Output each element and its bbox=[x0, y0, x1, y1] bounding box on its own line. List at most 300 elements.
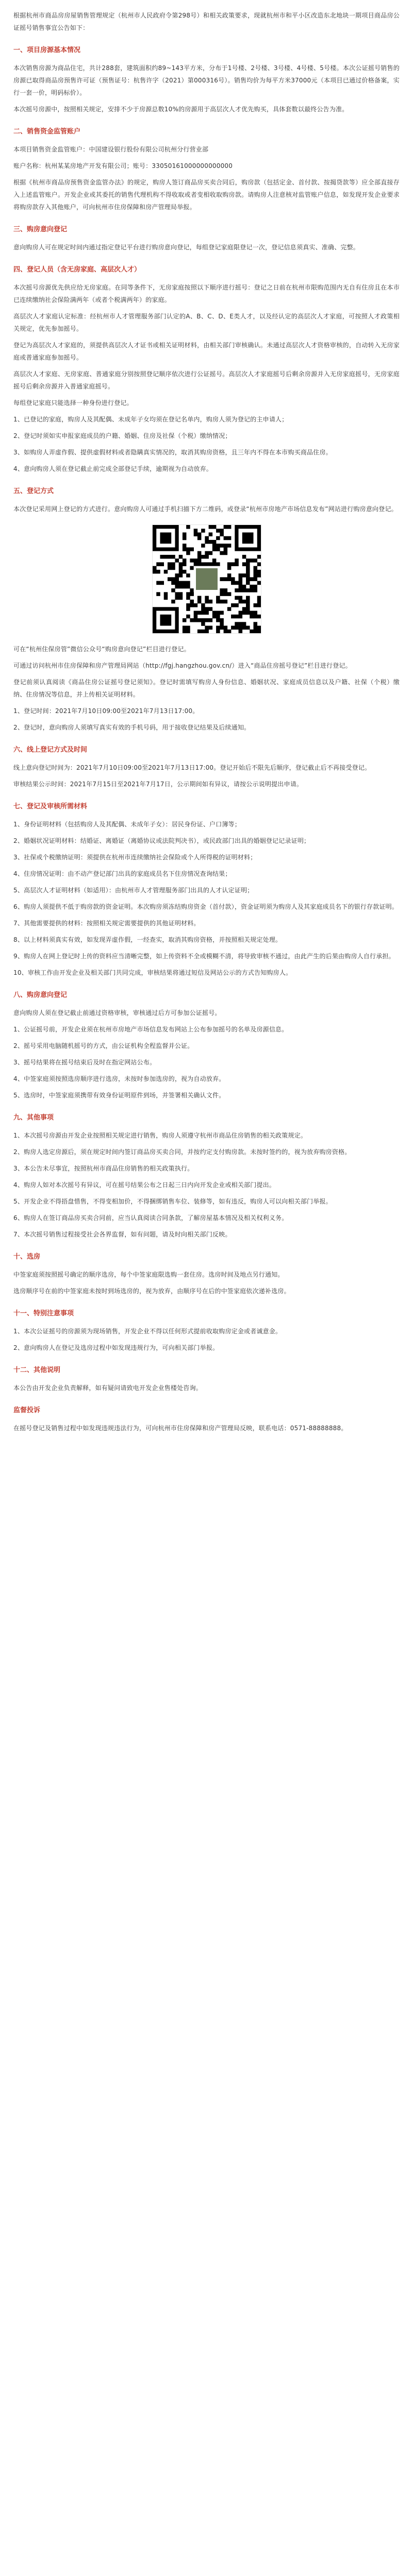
section-paragraph: 本次摇号房源优先供应给无房家庭。在同等条件下，无房家庭按照以下顺序进行摇号：登记之日前在杭州市限购范围内无自有住房且在本市已连续缴纳社会保险满两年（或者个税满两年）的家庭。 bbox=[13, 284, 400, 303]
section-paragraph: 2、登记时须如实申报家庭成员的户籍、婚姻、住房及社保（个税）缴纳情况； bbox=[13, 432, 232, 439]
qr-module bbox=[220, 588, 224, 592]
section-paragraph: 1、身份证明材料（包括购房人及其配偶、未成年子女）：居民身份证、户口簿等； bbox=[13, 821, 241, 828]
qr-module bbox=[182, 547, 186, 551]
qr-module bbox=[216, 529, 220, 533]
qr-module bbox=[193, 529, 197, 533]
section-paragraph: 1、本次公证摇号的房源须为现场销售，开发企业不得以任何形式提前收取购房定金或者诚意金。 bbox=[13, 1328, 282, 1335]
qr-module bbox=[201, 618, 205, 622]
qr-module bbox=[253, 577, 257, 581]
qr-module bbox=[178, 570, 183, 574]
qr-module bbox=[246, 607, 250, 611]
qr-module bbox=[253, 603, 257, 607]
qr-module bbox=[182, 562, 186, 566]
section-paragraph: 3、如购房人弄虚作假、提供虚假材料或者隐瞒真实情况的，取消其购房资格，且三年内不得在本市购买商品住房。 bbox=[13, 449, 332, 456]
qr-module bbox=[186, 573, 190, 578]
qr-module bbox=[178, 592, 183, 596]
section-paragraph: 5、选房时，中签家庭须携带有效身份证明原件到场，并签署相关确认文件。 bbox=[13, 1092, 225, 1099]
qr-module bbox=[167, 566, 171, 570]
section-paragraph: 3、本公告未尽事宜，按照杭州市商品住房销售的相关政策执行。 bbox=[13, 1165, 194, 1172]
qr-module bbox=[182, 630, 186, 634]
section-paragraph: 3、摇号结果将在摇号结束后及时在指定网站公布。 bbox=[13, 1059, 156, 1066]
qr-module bbox=[212, 615, 216, 619]
section-paragraph: 1、公证摇号前，开发企业须在杭州市房地产市场信息发布网站上公布参加摇号的名单及房源信息。 bbox=[13, 1026, 288, 1033]
qr-module bbox=[193, 618, 197, 622]
section-heading: 一、项目房源基本情况 bbox=[13, 46, 81, 54]
section-heading: 六、线上登记方式及时间 bbox=[13, 746, 88, 754]
qr-module bbox=[246, 566, 250, 570]
qr-module bbox=[216, 547, 220, 551]
qr-module bbox=[178, 581, 183, 585]
section-heading: 五、登记方式 bbox=[13, 487, 54, 495]
qr-module bbox=[235, 615, 239, 619]
qr-module bbox=[242, 588, 246, 592]
qr-module bbox=[182, 618, 186, 622]
qr-module bbox=[235, 581, 239, 585]
qr-module bbox=[235, 596, 239, 600]
qr-module bbox=[235, 558, 239, 563]
qr-module bbox=[216, 596, 220, 600]
qr-module bbox=[238, 596, 242, 600]
section-paragraph: 根据《杭州市商品房预售资金监管办法》的规定，购房人签订商品房买卖合同后，购房款（包括定金、首付款、按揭贷款等）应全部直接存入上述监管账户。开发企业或其委托的销售代理机构不得收取或者变相收取购房款。请购房人注意核对监管账户信息，如发现开发企业要求将购房款存入其他账户，可向杭州市住房保障和房产管理局举报。 bbox=[13, 179, 400, 211]
qr-module bbox=[246, 558, 250, 563]
qr-module bbox=[223, 577, 227, 581]
section-paragraph: 5、开发企业不得捂盘惜售，不得变相加价，不得捆绑销售车位、装修等，如有违反，购房人可以向相关部门举报。 bbox=[13, 1198, 332, 1205]
qr-module bbox=[208, 532, 212, 536]
qr-module bbox=[201, 529, 205, 533]
qr-module bbox=[242, 611, 246, 615]
qr-module bbox=[193, 558, 197, 563]
qr-module bbox=[205, 562, 209, 566]
qr-module bbox=[253, 566, 257, 570]
qr-module bbox=[223, 547, 227, 551]
section-paragraph: 意向购房人须在登记截止前通过资格审核，审核通过后方可参加公证摇号。 bbox=[13, 1009, 221, 1016]
qr-module bbox=[246, 588, 250, 592]
qr-module bbox=[223, 630, 227, 634]
qr-module bbox=[220, 611, 224, 615]
qr-module bbox=[257, 570, 261, 574]
section-heading: 三、购房意向登记 bbox=[13, 226, 68, 233]
qr-module bbox=[220, 622, 224, 626]
section-paragraph: 中签家庭须按照摇号确定的顺序选房，每个中签家庭限选购一套住房。选房时间及地点另行通知。 bbox=[13, 1271, 284, 1278]
qr-module bbox=[253, 588, 257, 592]
section-paragraph: 高层次人才家庭、无房家庭、普通家庭分别按照登记顺序依次进行公证摇号。高层次人才家庭摇号后剩余房源并入无房家庭摇号，无房家庭摇号后剩余房源并入普通家庭摇号。 bbox=[13, 370, 400, 390]
qr-module bbox=[208, 618, 212, 622]
qr-module bbox=[205, 536, 209, 540]
qr-module bbox=[190, 592, 194, 596]
section-paragraph: 在摇号登记及销售过程中如发现违规违法行为，可向杭州市住房保障和房产管理局反映，联系电话：0571-88888888。 bbox=[13, 1425, 348, 1432]
section-paragraph: 9、购房人在网上登记时上传的资料应当清晰完整，如上传资料不全或模糊不清，将导致审核不通过，由此产生的后果由购房人自行承担。 bbox=[13, 953, 395, 960]
qr-module bbox=[223, 536, 227, 540]
section-paragraph: 4、住房情况证明：由不动产登记部门出具的家庭成员名下住房情况查询结果； bbox=[13, 870, 232, 877]
section-paragraph: 8、以上材料须真实有效，如发现弄虚作假，一经查实，取消其购房资格，并按照相关规定处理。 bbox=[13, 936, 282, 943]
section-paragraph: 4、中签家庭须按照选房顺序进行选房，未按时参加选房的，视为自动放弃。 bbox=[13, 1075, 225, 1082]
qr-module bbox=[227, 573, 231, 578]
qr-module bbox=[153, 570, 157, 574]
qr-module bbox=[171, 588, 175, 592]
qr-module bbox=[201, 555, 205, 559]
section-heading: 二、销售资金监管账户 bbox=[13, 128, 81, 135]
section-paragraph: 3、社保或个税缴纳证明：须提供在杭州市连续缴纳社会保险或个人所得税的证明材料； bbox=[13, 854, 257, 861]
qr-module bbox=[231, 603, 235, 607]
qr-module bbox=[242, 607, 246, 611]
qr-module bbox=[171, 566, 175, 570]
qr-module bbox=[257, 626, 261, 630]
qr-module bbox=[178, 573, 183, 578]
qr-module bbox=[167, 555, 171, 559]
section-heading: 七、登记及审核所需材料 bbox=[13, 803, 88, 810]
qr-module bbox=[227, 630, 231, 634]
qr-module bbox=[220, 618, 224, 622]
qr-module bbox=[220, 577, 224, 581]
qr-module bbox=[216, 630, 220, 634]
qr-module bbox=[238, 573, 242, 578]
qr-module bbox=[156, 592, 160, 596]
qr-module bbox=[182, 558, 186, 563]
qr-module bbox=[171, 577, 175, 581]
qr-module bbox=[186, 603, 190, 607]
qr-module bbox=[246, 600, 250, 604]
qr-module bbox=[227, 566, 231, 570]
qr-module bbox=[253, 585, 257, 589]
qr-module bbox=[197, 600, 201, 604]
qr-module bbox=[201, 611, 205, 615]
qr-module bbox=[253, 573, 257, 578]
section-paragraph: 1、本次摇号房源由开发企业按照相关规定进行销售，购房人须遵守杭州市商品住房销售的相关政策规定。 bbox=[13, 1132, 307, 1139]
qr-module bbox=[156, 570, 160, 574]
qr-module bbox=[250, 630, 254, 634]
qr-module bbox=[216, 611, 220, 615]
qr-module bbox=[163, 570, 168, 574]
qr-module bbox=[257, 581, 261, 585]
qr-module bbox=[223, 551, 227, 555]
qr-module bbox=[242, 555, 246, 559]
section-paragraph: 本项目销售资金监管账户：中国建设银行股份有限公司杭州分行营业部 bbox=[13, 146, 209, 153]
qr-module bbox=[175, 592, 179, 596]
qr-module bbox=[216, 626, 220, 630]
qr-module bbox=[253, 558, 257, 563]
qr-module bbox=[235, 626, 239, 630]
qr-module bbox=[182, 544, 186, 548]
section-heading: 八、购房意向登记 bbox=[13, 991, 68, 999]
section-paragraph: 6、购房人在签订商品房买卖合同前，应当认真阅读合同条款，了解房屋基本情况及相关权利义务。 bbox=[13, 1214, 288, 1222]
qr-module bbox=[175, 585, 179, 589]
qr-module bbox=[156, 581, 160, 585]
qr-module bbox=[190, 600, 194, 604]
qr-module bbox=[253, 570, 257, 574]
qr-module bbox=[242, 600, 246, 604]
qr-module bbox=[205, 626, 209, 630]
section-paragraph: 账户名称：杭州某某房地产开发有限公司；账号：33050161000000000000 bbox=[13, 162, 233, 170]
qr-module bbox=[175, 573, 179, 578]
qr-module bbox=[238, 630, 242, 634]
qr-module bbox=[253, 630, 257, 634]
qr-module bbox=[208, 626, 212, 630]
qr-module bbox=[212, 525, 216, 529]
after-qr-paragraph: 可在“杭州住保房管”微信公众号“购房意向登记”栏目进行登记。 bbox=[13, 646, 190, 653]
qr-module bbox=[220, 544, 224, 548]
qr-module bbox=[257, 630, 261, 634]
qr-module bbox=[197, 551, 201, 555]
qr-module bbox=[175, 596, 179, 600]
qr-module bbox=[227, 525, 231, 529]
section-paragraph: 登记为高层次人才家庭的，须提供高层次人才证书或相关证明材料，由相关部门审核确认。未通过高层次人才资格审核的，自动转入无房家庭或普通家庭参加摇号。 bbox=[13, 342, 400, 361]
qr-module bbox=[246, 581, 250, 585]
qr-module bbox=[208, 562, 212, 566]
qr-module bbox=[182, 536, 186, 540]
qr-module bbox=[212, 544, 216, 548]
qr-module bbox=[257, 615, 261, 619]
qr-module bbox=[238, 588, 242, 592]
qr-module bbox=[212, 547, 216, 551]
qr-module bbox=[212, 611, 216, 615]
qr-module bbox=[175, 558, 179, 563]
qr-module bbox=[197, 630, 201, 634]
qr-module bbox=[250, 588, 254, 592]
qr-module bbox=[238, 585, 242, 589]
section-paragraph: 2、摇号采用电脑随机摇号的方式，由公证机构全程监督并公证。 bbox=[13, 1042, 194, 1049]
qr-logo bbox=[196, 568, 218, 590]
qr-module bbox=[220, 626, 224, 630]
qr-module bbox=[193, 615, 197, 619]
qr-module bbox=[220, 600, 224, 604]
qr-module bbox=[238, 600, 242, 604]
qr-module bbox=[250, 577, 254, 581]
qr-module bbox=[238, 611, 242, 615]
qr-module bbox=[220, 529, 224, 533]
qr-module bbox=[197, 596, 201, 600]
qr-module bbox=[227, 562, 231, 566]
qr-module bbox=[205, 600, 209, 604]
qr-module bbox=[193, 532, 197, 536]
qr-module bbox=[246, 577, 250, 581]
section-paragraph: 每组登记家庭只能选择一种身份进行登记。 bbox=[13, 399, 133, 406]
section-heading: 十、选房 bbox=[13, 1253, 41, 1261]
section-paragraph: 4、购房人如对本次摇号有异议，可在摇号结果公布之日起三日内向开发企业或相关部门提出。 bbox=[13, 1181, 276, 1189]
qr-module bbox=[178, 596, 183, 600]
qr-module bbox=[197, 562, 201, 566]
section-heading: 监督投诉 bbox=[13, 1406, 41, 1414]
qr-module bbox=[242, 573, 246, 578]
qr-module bbox=[257, 603, 261, 607]
qr-module bbox=[246, 603, 250, 607]
section-heading: 四、登记人员（含无房家庭、高层次人才） bbox=[13, 266, 141, 274]
qr-module bbox=[231, 615, 235, 619]
qr-module bbox=[231, 562, 235, 566]
qr-module bbox=[223, 525, 227, 529]
qr-module bbox=[171, 600, 175, 604]
qr-module bbox=[171, 562, 175, 566]
qr-module bbox=[182, 581, 186, 585]
qr-module bbox=[246, 573, 250, 578]
qr-module bbox=[190, 547, 194, 551]
after-qr-paragraph: 2、登记时，意向购房人须填写真实有效的手机号码，用于接收登记结果及后续通知。 bbox=[13, 724, 251, 731]
qr-module bbox=[190, 588, 194, 592]
qr-module bbox=[160, 562, 164, 566]
qr-module bbox=[171, 555, 175, 559]
qr-module bbox=[178, 555, 183, 559]
qr-module bbox=[227, 607, 231, 611]
qr-module bbox=[205, 607, 209, 611]
sections-before-qr bbox=[13, 44, 400, 515]
qr-module bbox=[186, 592, 190, 596]
qr-finder-inner bbox=[160, 615, 171, 626]
qr-module bbox=[193, 603, 197, 607]
intro-paragraph: 根据杭州市商品房房屋销售管理规定（杭州市人民政府令第298号）和相关政策要求，现就杭州市和平小区改造东北地块一期项目商品房公证摇号销售事宜公告如下： bbox=[13, 12, 400, 31]
qr-module bbox=[257, 562, 261, 566]
qr-module bbox=[220, 592, 224, 596]
section-paragraph: 1、已登记的家庭，购房人及其配偶、未成年子女均须在登记名单内，购房人须为登记的主申请人； bbox=[13, 416, 288, 423]
qr-module bbox=[216, 600, 220, 604]
qr-module bbox=[220, 532, 224, 536]
after-qr-paragraph: 登记前须认真阅读《商品住房公证摇号登记须知》。登记时需填写购房人身份信息、婚姻状况、家庭成员信息以及户籍、社保（个税）缴纳、住房情况等信息，并上传相关证明材料。 bbox=[13, 679, 400, 698]
qr-module bbox=[182, 532, 186, 536]
section-paragraph: 6、购房人须提供不低于购房款的资金证明。本次购房须冻结购房资金（首付款），资金证明须为购房人及其家庭成员名下的银行存款证明。 bbox=[13, 903, 399, 910]
qr-module bbox=[205, 555, 209, 559]
section-paragraph: 7、本次摇号销售过程接受社会各界监督，如有问题，请及时向相关部门反映。 bbox=[13, 1231, 232, 1238]
section-paragraph: 审核结果公示时间：2021年7月15日至2021年7月17日，公示期间如有异议，请按公示说明提出申请。 bbox=[13, 781, 303, 788]
qr-finder-inner bbox=[242, 532, 253, 544]
qr-module bbox=[171, 581, 175, 585]
qr-module bbox=[227, 592, 231, 596]
section-paragraph: 线上意向登记时间为：2021年7月10日09:00至2021年7月13日17:00。登记开始后不限先后顺序，登记截止后不再接受登记。 bbox=[13, 764, 371, 771]
after-qr-paragraph: 可通过访问杭州市住房保障和房产管理局网站（http://fgj.hangzhou.gov.cn/）进入“商品住房摇号登记”栏目进行登记。 bbox=[13, 662, 352, 669]
section-paragraph: 本次销售房源为商品住宅，共计288套，建筑面积约89~143平方米，分布于1号楼、2号楼、3号楼、4号楼、5号楼。本次公证摇号销售的房源已取得商品房预售许可证（预售证号：杭售许字（2021）第000316号）。销售均价为每平方米37000元（本项目已通过价格备案，实行一套一价，明码标价）。 bbox=[13, 64, 400, 96]
qr-module bbox=[197, 555, 201, 559]
qr-module bbox=[205, 630, 209, 634]
qr-module bbox=[201, 544, 205, 548]
qr-module bbox=[227, 544, 231, 548]
qr-module bbox=[186, 525, 190, 529]
section-paragraph: 2、婚姻状况证明材料：结婚证、离婚证（离婚协议或法院判决书），或民政部门出具的婚姻登记记录证明； bbox=[13, 837, 310, 844]
qr-module bbox=[257, 596, 261, 600]
qr-module bbox=[223, 588, 227, 592]
qr-module bbox=[190, 603, 194, 607]
qr-module bbox=[238, 581, 242, 585]
after-qr-paragraph: 1、登记时间：2021年7月10日09:00至2021年7月13日17:00。 bbox=[13, 707, 199, 715]
qr-module bbox=[175, 581, 179, 585]
qr-module bbox=[231, 577, 235, 581]
section-paragraph: 意向购房人可在规定时间内通过指定登记平台进行购房意向登记，每组登记家庭限登记一次，登记信息须真实、准确、完整。 bbox=[13, 244, 360, 251]
qr-module bbox=[182, 585, 186, 589]
qr-finder-inner bbox=[160, 532, 171, 544]
sections-after-qr bbox=[13, 744, 400, 1434]
qr-module bbox=[205, 611, 209, 615]
section-paragraph: 5、高层次人才证明材料（如适用）：由杭州市人才管理服务部门出具的人才认定证明； bbox=[13, 887, 254, 894]
qr-module bbox=[201, 562, 205, 566]
qr-module bbox=[205, 551, 209, 555]
qr-module bbox=[216, 618, 220, 622]
qr-module bbox=[223, 626, 227, 630]
qr-module bbox=[216, 544, 220, 548]
qr-module bbox=[253, 622, 257, 626]
qr-module bbox=[216, 615, 220, 619]
qr-module bbox=[253, 626, 257, 630]
section-paragraph: 本次摇号房源中，按照相关规定，安排不少于房源总数10%的房源用于高层次人才优先购买，具体套数以最终公告为准。 bbox=[13, 106, 349, 113]
qr-module bbox=[205, 540, 209, 544]
qr-module bbox=[186, 581, 190, 585]
section-paragraph: 本公告由开发企业负责解释，如有疑问请致电开发企业售楼处咨询。 bbox=[13, 1384, 203, 1392]
qr-module bbox=[186, 630, 190, 634]
qr-module bbox=[186, 626, 190, 630]
qr-module bbox=[167, 577, 171, 581]
qr-module bbox=[246, 570, 250, 574]
qr-module bbox=[208, 540, 212, 544]
qr-module bbox=[238, 622, 242, 626]
qr-module bbox=[257, 555, 261, 559]
qr-module bbox=[246, 611, 250, 615]
qr-module bbox=[242, 626, 246, 630]
qr-module bbox=[235, 562, 239, 566]
section-heading: 九、其他事项 bbox=[13, 1114, 54, 1122]
qr-module bbox=[238, 577, 242, 581]
qr-module bbox=[186, 596, 190, 600]
qr-module bbox=[178, 562, 183, 566]
qr-module bbox=[197, 558, 201, 563]
qr-module bbox=[250, 611, 254, 615]
qr-module bbox=[175, 577, 179, 581]
qr-module bbox=[160, 555, 164, 559]
qr-module bbox=[257, 573, 261, 578]
section-heading: 十一、特别注意事项 bbox=[13, 1310, 74, 1317]
qr-module bbox=[250, 615, 254, 619]
qr-module bbox=[208, 525, 212, 529]
qr-module bbox=[167, 562, 171, 566]
qr-module bbox=[212, 540, 216, 544]
qr-module bbox=[235, 603, 239, 607]
qr-module bbox=[186, 615, 190, 619]
qr-module bbox=[201, 622, 205, 626]
qr-module bbox=[197, 536, 201, 540]
qr-module bbox=[186, 551, 190, 555]
qr-module bbox=[246, 596, 250, 600]
qr-module bbox=[216, 536, 220, 540]
qr-module bbox=[190, 618, 194, 622]
section-paragraph: 7、其他需要提供的材料：按照相关规定需要提供的其他证明材料。 bbox=[13, 920, 200, 927]
section-paragraph: 2、意向购房人在登记及选房过程中如发现违规行为，可向相关部门举报。 bbox=[13, 1344, 219, 1351]
qr-module bbox=[163, 555, 168, 559]
qr-module bbox=[201, 607, 205, 611]
qr-code-container bbox=[13, 524, 400, 634]
qr-module bbox=[227, 536, 231, 540]
qr-module bbox=[190, 558, 194, 563]
section-paragraph: 高层次人才家庭认定标准：经杭州市人才管理服务部门认定的A、B、C、D、E类人才，以及经认定的高层次人才家庭，可按照人才政策相关规定，优先参加摇号。 bbox=[13, 313, 400, 332]
qr-module bbox=[205, 618, 209, 622]
qr-module bbox=[201, 630, 205, 634]
qr-module bbox=[257, 600, 261, 604]
qr-code-image[interactable] bbox=[152, 524, 261, 634]
qr-module bbox=[153, 566, 157, 570]
qr-module bbox=[208, 607, 212, 611]
qr-module bbox=[208, 551, 212, 555]
qr-module bbox=[163, 596, 168, 600]
qr-module bbox=[208, 600, 212, 604]
qr-module bbox=[223, 592, 227, 596]
qr-module bbox=[246, 562, 250, 566]
qr-module bbox=[250, 585, 254, 589]
qr-module bbox=[193, 611, 197, 615]
qr-module bbox=[235, 588, 239, 592]
section-heading: 十二、其他说明 bbox=[13, 1366, 61, 1374]
qr-module bbox=[220, 551, 224, 555]
qr-module bbox=[156, 562, 160, 566]
qr-module bbox=[246, 626, 250, 630]
qr-module bbox=[242, 585, 246, 589]
qr-module bbox=[242, 622, 246, 626]
qr-module bbox=[178, 585, 183, 589]
section-paragraph: 选房顺序号在前的中签家庭未按时到场选房的，视为放弃，由顺序号在后的中签家庭依次递补选房。 bbox=[13, 1287, 290, 1295]
qr-module bbox=[238, 626, 242, 630]
qr-module bbox=[201, 603, 205, 607]
